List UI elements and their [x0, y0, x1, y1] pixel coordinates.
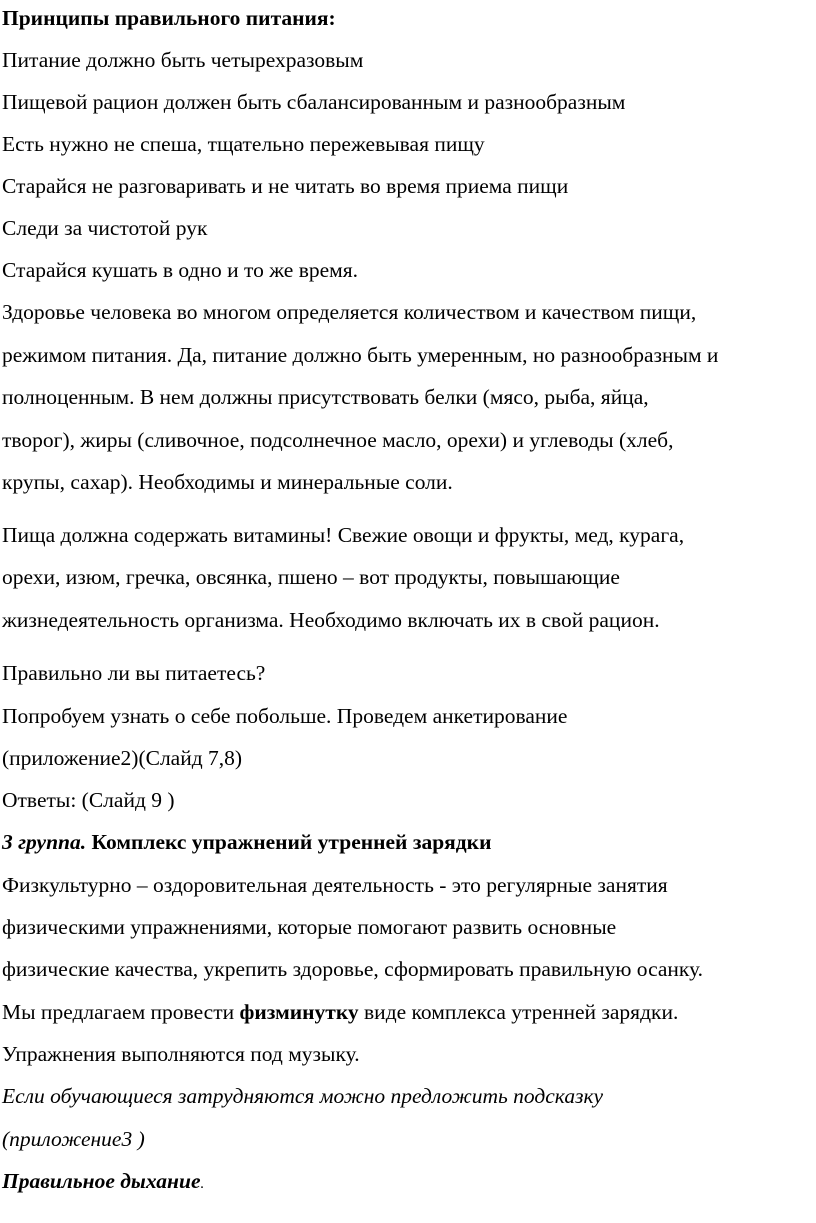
health-paragraph-line: полноценным. В нем должны присутствовать белки (мясо, рыба, яйца,	[2, 385, 649, 409]
nutrition-question: Правильно ли вы питаетесь?	[2, 661, 266, 685]
survey-line: Попробуем узнать о себе побольше. Проведем анкетирование	[2, 704, 568, 728]
principles-heading: Принципы правильного питания:	[2, 6, 336, 30]
health-paragraph-line: Здоровье человека во многом определяется количеством и качеством пищи,	[2, 300, 697, 324]
suggestion-bold: физминутку	[239, 1000, 359, 1024]
fitness-paragraph-line: Физкультурно – оздоровительная деятельность - это регулярные занятия	[2, 873, 668, 897]
fitness-paragraph-line: физическими упражнениями, которые помогают развить основные	[2, 915, 617, 939]
health-paragraph-line: режимом питания. Да, питание должно быть умеренным, но разнообразным и	[2, 343, 719, 367]
hint-line: (приложение3 )	[2, 1127, 145, 1151]
suggestion-after: виде комплекса утренней зарядки.	[358, 1000, 679, 1024]
hint-line: Если обучающиеся затрудняются можно предложить подсказку	[2, 1084, 604, 1108]
breathing-heading	[2, 1168, 204, 1197]
health-paragraph-line: творог), жиры (сливочное, подсолнечное масло, орехи) и углеводы (хлеб,	[2, 428, 674, 452]
principle-item: Старайся кушать в одно и то же время.	[2, 258, 359, 282]
health-paragraph-line: крупы, сахар). Необходимы и минеральные соли.	[2, 470, 453, 494]
breathing-dot: .	[200, 1176, 205, 1192]
principle-item: Питание должно быть четырехразовым	[2, 48, 364, 72]
suggestion-line	[2, 999, 678, 1025]
principle-item: Есть нужно не спеша, тщательно пережевывая пищу	[2, 132, 485, 156]
principle-item: Следи за чистотой рук	[2, 216, 208, 240]
vitamins-paragraph-line: жизнедеятельность организма. Необходимо включать их в свой рацион.	[2, 608, 660, 632]
principle-item: Старайся не разговаривать и не читать во время приема пищи	[2, 174, 569, 198]
group-title: Комплекс упражнений утренней зарядки	[86, 830, 492, 854]
vitamins-paragraph-line: орехи, изюм, гречка, овсянка, пшено – вот продукты, повышающие	[2, 565, 620, 589]
survey-line: (приложение2)(Слайд 7,8)	[2, 746, 243, 770]
suggestion-before: Мы предлагаем провести	[2, 1000, 240, 1024]
music-line: Упражнения выполняются под музыку.	[2, 1042, 360, 1066]
answers-line: Ответы: (Слайд 9 )	[2, 788, 175, 812]
principle-item: Пищевой рацион должен быть сбалансированным и разнообразным	[2, 90, 626, 114]
vitamins-paragraph-line: Пища должна содержать витамины! Свежие овощи и фрукты, мед, курага,	[2, 523, 685, 547]
group-heading	[2, 829, 491, 855]
group-label: 3 группа.	[2, 830, 87, 854]
breathing-title: Правильное дыхание	[2, 1169, 201, 1193]
fitness-paragraph-line: физические качества, укрепить здоровье, сформировать правильную осанку.	[2, 957, 704, 981]
